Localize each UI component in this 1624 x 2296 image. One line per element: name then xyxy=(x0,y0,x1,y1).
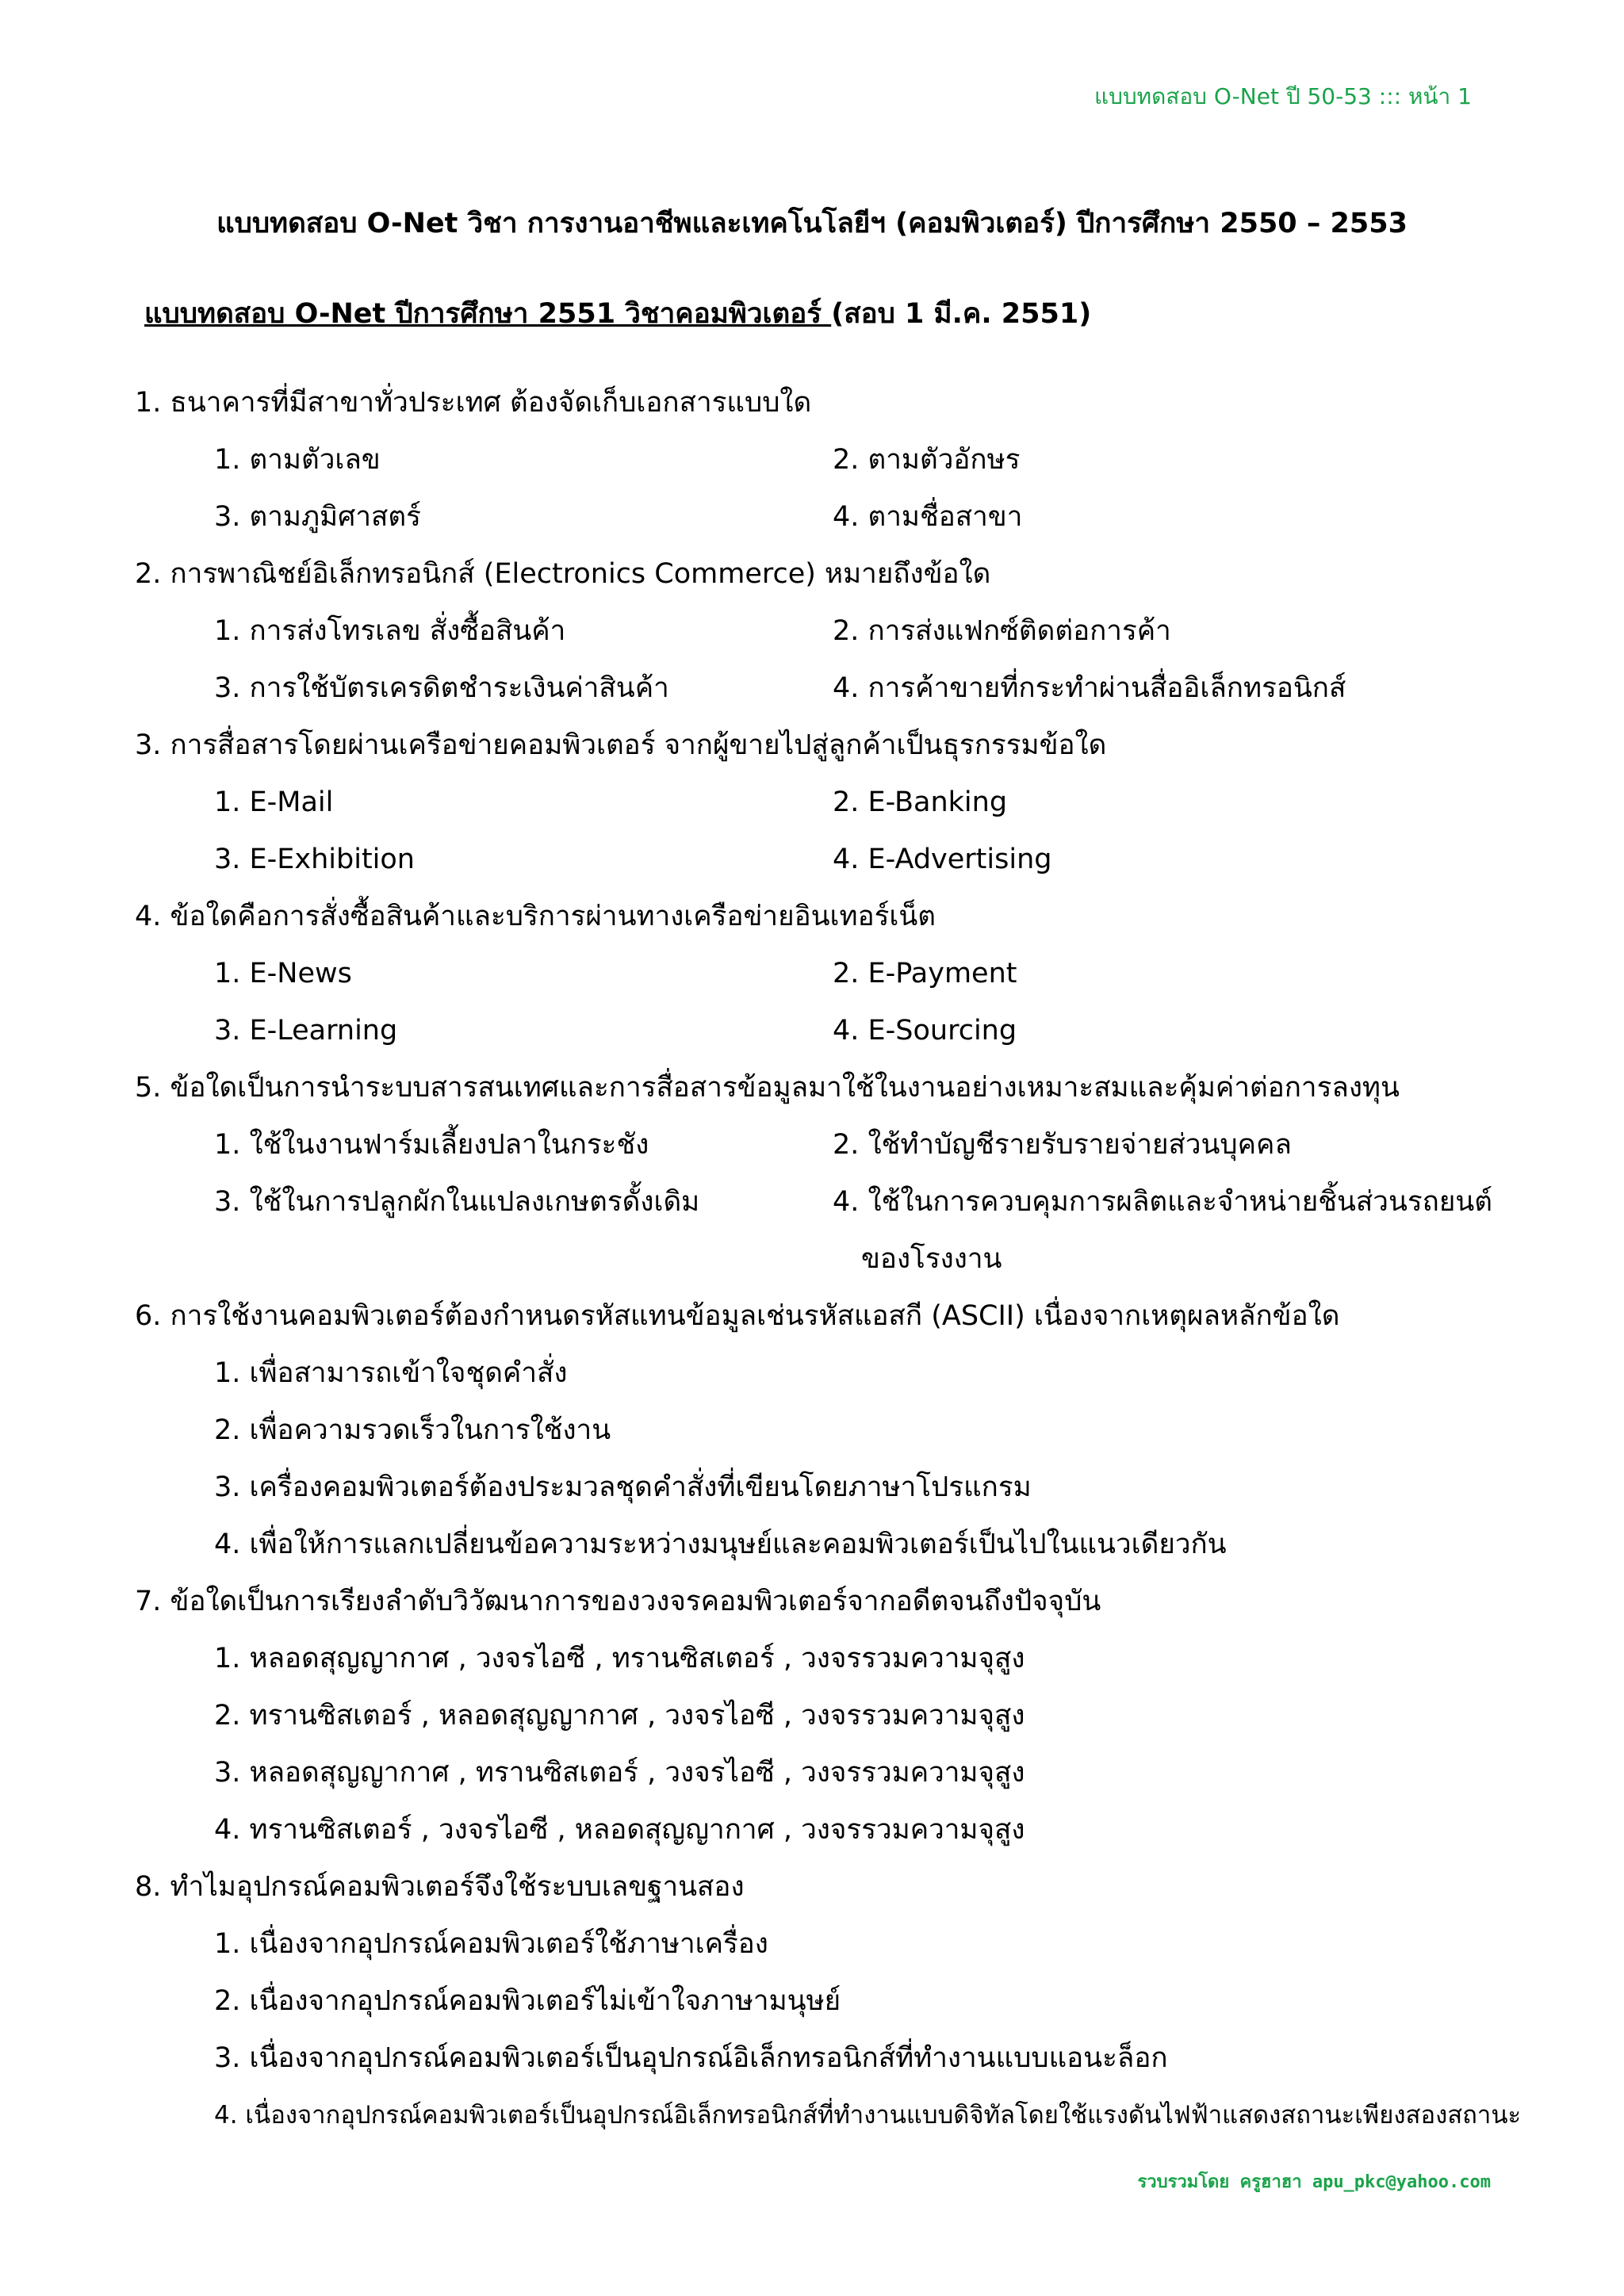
question-5: 5. ข้อใดเป็นการนำระบบสารสนเทศและการสื่อสารข้อมูลมาใช้ในงานอย่างเหมาะสมและคุ้มค่าต่อการลงทุน xyxy=(135,1072,1400,1104)
option: 4. ใช้ในการควบคุมการผลิตและจำหน่ายชิ้นส่วนรถยนต์ xyxy=(833,1186,1493,1218)
option: 1. หลอดสุญญากาศ , วงจรไอซี , ทรานซิสเตอร์ , วงจรรวมความจุสูง xyxy=(214,1643,1025,1674)
option: 2. การส่งแฟกซ์ติดต่อการค้า xyxy=(833,615,1171,647)
options-row xyxy=(135,431,1499,488)
exam-subtitle xyxy=(144,292,1091,335)
option: 3. ใช้ในการปลูกผักในแปลงเกษตรดั้งเดิม xyxy=(214,1186,700,1218)
option: 1. เพื่อสามารถเข้าใจชุดคำสั่ง xyxy=(214,1357,568,1389)
option: 4. E-Advertising xyxy=(833,844,1052,875)
option: 1. ตามตัวเลข xyxy=(214,444,381,476)
option: 4. การค้าขายที่กระทำผ่านสื่ออิเล็กทรอนิกส์ xyxy=(833,672,1346,704)
option: 2. เนื่องจากอุปกรณ์คอมพิวเตอร์ไม่เข้าใจภาษามนุษย์ xyxy=(214,1985,841,2017)
options-row xyxy=(135,945,1499,1002)
option: 4. E-Sourcing xyxy=(833,1015,1017,1047)
option: 2. ใช้ทำบัญชีรายรับรายจ่ายส่วนบุคคล xyxy=(833,1129,1292,1161)
option: 2. ตามตัวอักษร xyxy=(833,444,1021,476)
question-2: 2. การพาณิชย์อิเล็กทรอนิกส์ (Electronics Commerce) หมายถึงข้อใด xyxy=(135,558,991,590)
options-row xyxy=(135,488,1499,545)
options-row xyxy=(135,660,1499,717)
options-row xyxy=(135,603,1499,660)
option: 2. E-Payment xyxy=(833,958,1017,989)
option: 2. เพื่อความรวดเร็วในการใช้งาน xyxy=(214,1414,611,1446)
option: 1. E-News xyxy=(214,958,352,989)
option: 1. E-Mail xyxy=(214,786,334,818)
document-title: แบบทดสอบ O-Net วิชา การงานอาชีพและเทคโนโลยีฯ (คอมพิวเตอร์) ปีการศึกษา 2550 – 2553 xyxy=(216,208,1408,239)
option: 4. ตามชื่อสาขา xyxy=(833,501,1023,533)
option: 3. การใช้บัตรเครดิตชำระเงินค่าสินค้า xyxy=(214,672,669,704)
subtitle-date: (สอบ 1 มี.ค. 2551) xyxy=(831,298,1092,330)
option: 2. E-Banking xyxy=(833,786,1008,818)
question-4: 4. ข้อใดคือการสั่งซื้อสินค้าและบริการผ่านทางเครือข่ายอินเทอร์เน็ต xyxy=(135,901,936,932)
subtitle-underlined: แบบทดสอบ O-Net ปีการศึกษา 2551 วิชาคอมพิวเตอร์ xyxy=(144,298,832,330)
option: 4. เพื่อให้การแลกเปลี่ยนข้อความระหว่างมนุษย์และคอมพิวเตอร์เป็นไปในแนวเดียวกัน xyxy=(214,1529,1227,1560)
option: 1. การส่งโทรเลข สั่งซื้อสินค้า xyxy=(214,615,566,647)
option: 3. เนื่องจากอุปกรณ์คอมพิวเตอร์เป็นอุปกรณ์อิเล็กทรอนิกส์ที่ทำงานแบบแอนะล็อก xyxy=(214,2042,1168,2074)
options-row xyxy=(135,1173,1499,1230)
option: 3. หลอดสุญญากาศ , ทรานซิสเตอร์ , วงจรไอซี , วงจรรวมความจุสูง xyxy=(214,1757,1025,1789)
question-1: 1. ธนาคารที่มีสาขาทั่วประเทศ ต้องจัดเก็บเอกสารแบบใด xyxy=(135,387,812,419)
option: 3. E-Learning xyxy=(214,1015,398,1047)
options-row xyxy=(135,774,1499,831)
option: 1. เนื่องจากอุปกรณ์คอมพิวเตอร์ใช้ภาษาเครื่อง xyxy=(214,1928,768,1960)
question-7: 7. ข้อใดเป็นการเรียงลำดับวิวัฒนาการของวงจรคอมพิวเตอร์จากอดีตจนถึงปัจจุบัน xyxy=(135,1586,1101,1617)
options-row xyxy=(135,1002,1499,1059)
option: 3. E-Exhibition xyxy=(214,844,415,875)
footer-credit: รวบรวมโดย ครูฮาฮา apu_pkc@yahoo.com xyxy=(1137,2172,1491,2192)
options-row xyxy=(135,1116,1499,1173)
page-header-label: แบบทดสอบ O-Net ปี 50-53 ::: หน้า 1 xyxy=(1094,83,1472,109)
options-row xyxy=(135,831,1499,888)
option: 4. เนื่องจากอุปกรณ์คอมพิวเตอร์เป็นอุปกรณ์อิเล็กทรอนิกส์ที่ทำงานแบบดิจิทัลโดยใช้แรงดันไฟฟ้าแสดงสถานะเพียงสองสถานะ xyxy=(214,2101,1522,2130)
option: 3. เครื่องคอมพิวเตอร์ต้องประมวลชุดคำสั่งที่เขียนโดยภาษาโปรแกรม xyxy=(214,1471,1032,1503)
option: 2. ทรานซิสเตอร์ , หลอดสุญญากาศ , วงจรไอซี , วงจรรวมความจุสูง xyxy=(214,1700,1025,1732)
question-6: 6. การใช้งานคอมพิวเตอร์ต้องกำหนดรหัสแทนข้อมูลเช่นรหัสแอสกี (ASCII) เนื่องจากเหตุผลหลักข้อใด xyxy=(135,1300,1340,1332)
option: 3. ตามภูมิศาสตร์ xyxy=(214,501,421,533)
question-list xyxy=(135,374,1522,2144)
option: 1. ใช้ในงานฟาร์มเลี้ยงปลาในกระชัง xyxy=(214,1129,649,1161)
question-8: 8. ทำไมอุปกรณ์คอมพิวเตอร์จึงใช้ระบบเลขฐานสอง xyxy=(135,1871,745,1903)
question-3: 3. การสื่อสารโดยผ่านเครือข่ายคอมพิวเตอร์ จากผู้ขายไปสู่ลูกค้าเป็นธุรกรรมข้อใด xyxy=(135,729,1107,761)
option: 4. ทรานซิสเตอร์ , วงจรไอซี , หลอดสุญญากาศ , วงจรรวมความจุสูง xyxy=(214,1814,1025,1846)
option-continuation: ของโรงงาน xyxy=(861,1243,1002,1275)
